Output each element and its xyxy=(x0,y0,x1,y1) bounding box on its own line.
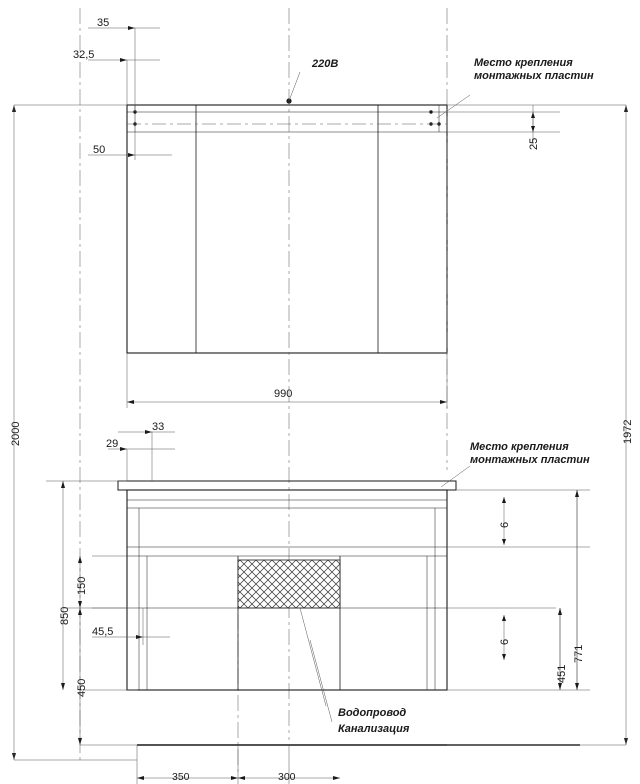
dimension-label-850: 850 xyxy=(59,606,71,625)
upper-elevation-view xyxy=(127,105,447,353)
dimension-label-771: 771 xyxy=(573,644,585,663)
lower-section-view xyxy=(118,481,580,745)
dimension-label-6-bottom: 6 xyxy=(499,638,511,645)
dimension-label-35: 35 xyxy=(97,17,110,29)
dimension-label-990: 990 xyxy=(274,388,293,400)
footer-dimension-right: 300 xyxy=(278,771,296,783)
mount-plate-label-bottom-line2: монтажных пластин xyxy=(470,454,590,466)
water-supply-label: Водопровод xyxy=(338,707,407,719)
mount-plate-label-top-line1: Место крепления xyxy=(474,57,573,69)
dimension-label-32-5: 32,5 xyxy=(73,49,95,61)
mount-plate-label-top-line2: монтажных пластин xyxy=(474,70,594,82)
dimension-label-29: 29 xyxy=(106,438,119,450)
dimension-label-45-5: 45,5 xyxy=(92,626,114,638)
footer-dimension-left: 350 xyxy=(172,771,190,783)
dimension-label-6-top: 6 xyxy=(499,521,511,528)
dimension-label-2000: 2000 xyxy=(10,421,22,446)
dimension-label-25-vertical: 25 xyxy=(528,137,540,150)
dimension-label-50: 50 xyxy=(93,144,106,156)
dimension-label-150: 150 xyxy=(76,576,88,595)
mount-plate-label-bottom-line1: Место крепления xyxy=(470,441,569,453)
dimension-label-1972: 1972 xyxy=(622,419,634,444)
dimension-label-451: 451 xyxy=(556,664,568,683)
power-label: 220В xyxy=(312,58,339,70)
dimension-label-450: 450 xyxy=(76,678,88,697)
sewage-label: Канализация xyxy=(338,723,410,735)
dimension-label-33: 33 xyxy=(152,421,165,433)
